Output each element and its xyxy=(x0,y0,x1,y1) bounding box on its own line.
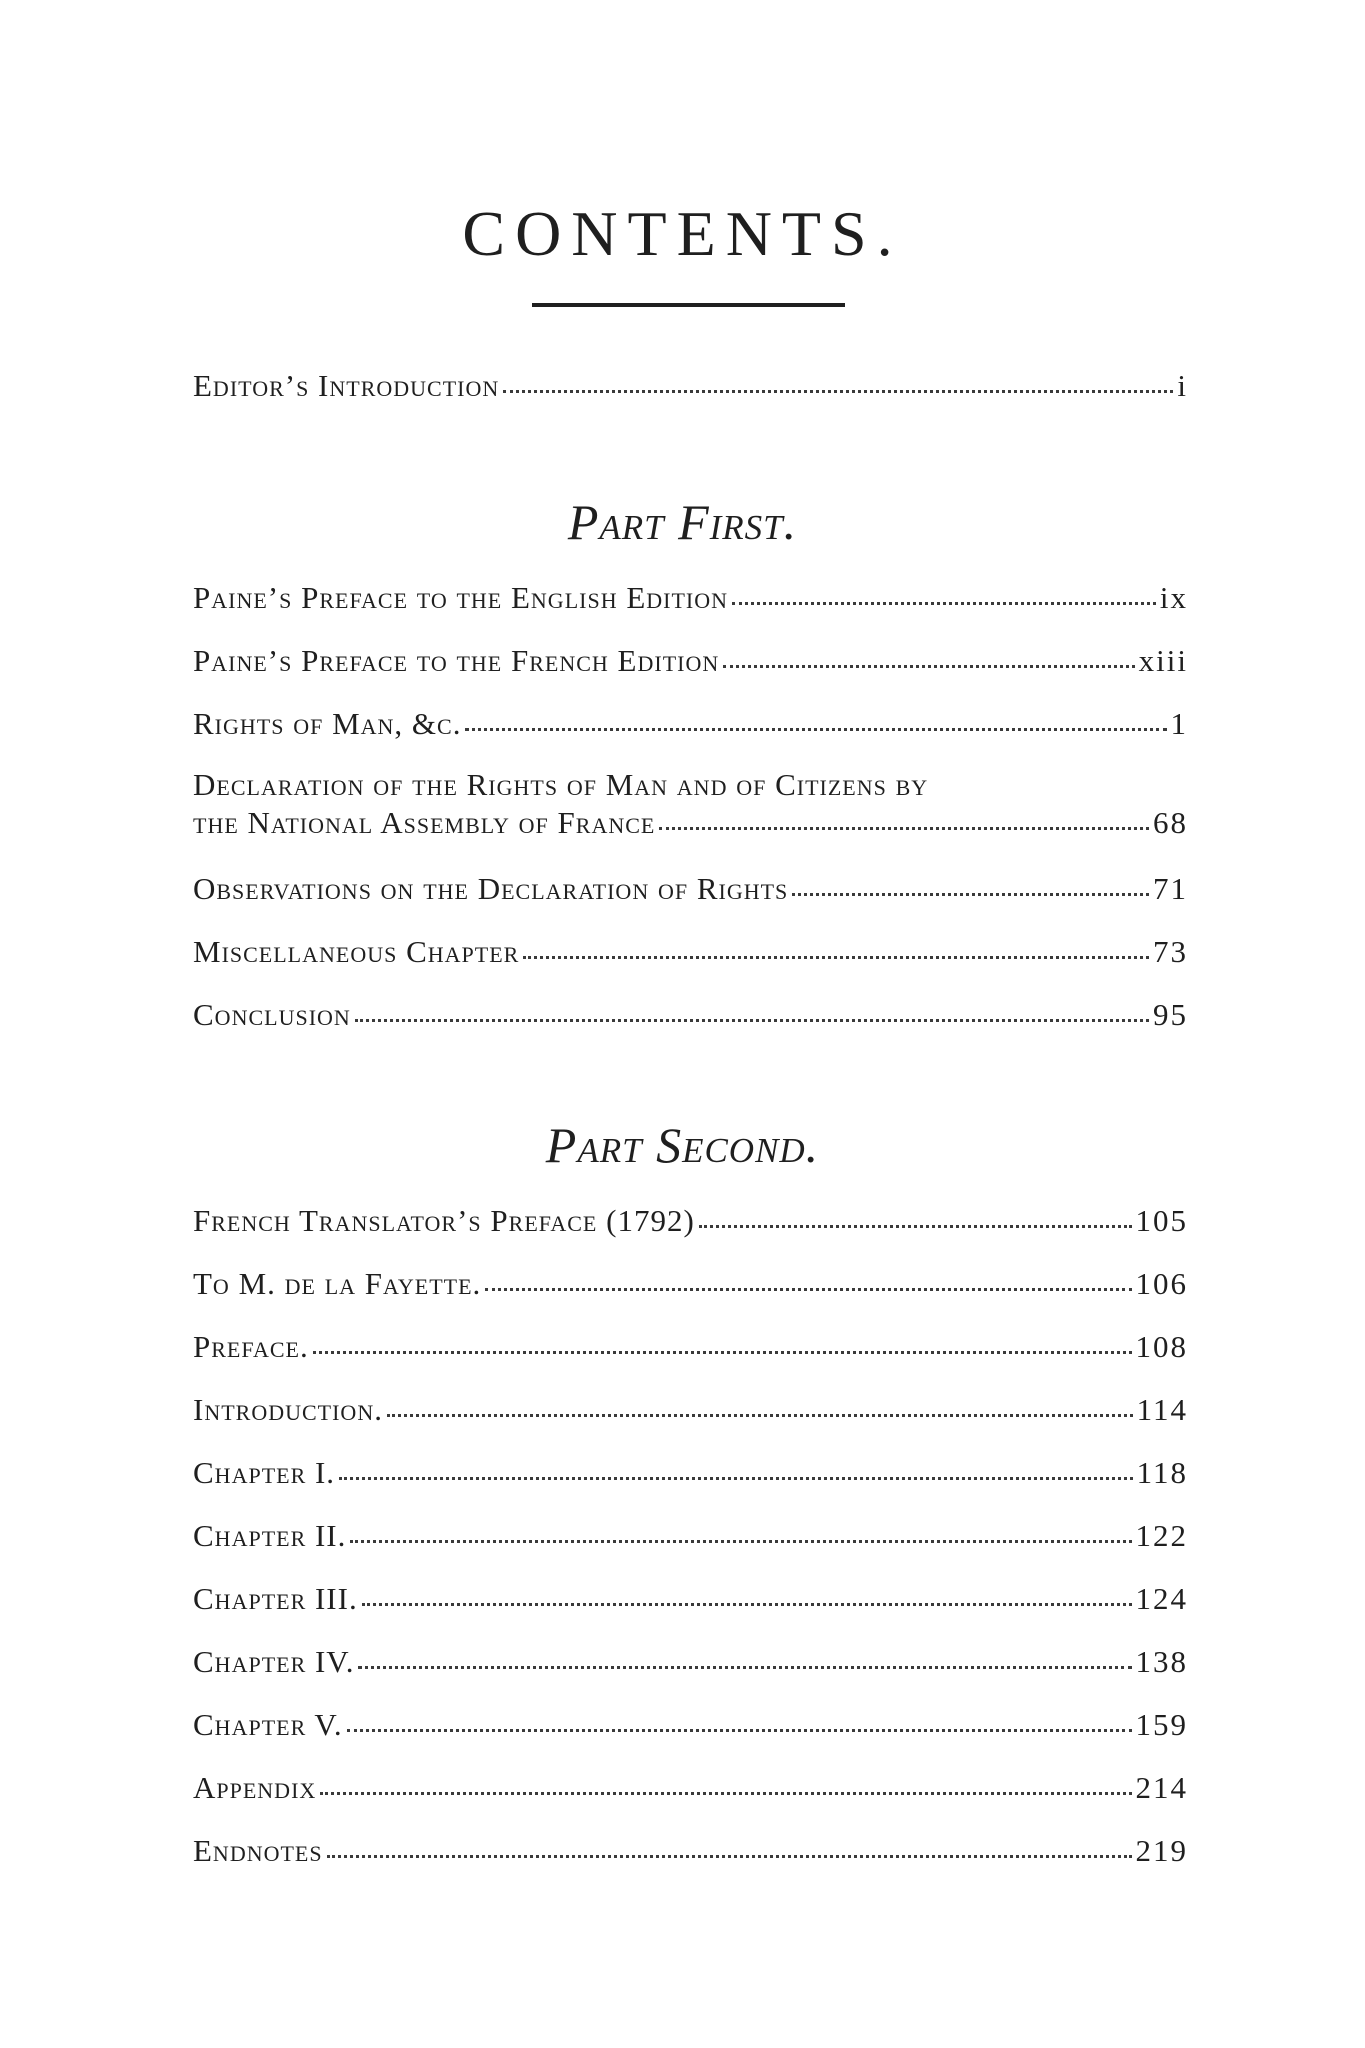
toc-entry-page: 219 xyxy=(1135,1833,1188,1868)
toc-entry-page: 1 xyxy=(1170,706,1188,741)
dot-leader xyxy=(347,1729,1132,1732)
toc-entry-page: 159 xyxy=(1135,1707,1188,1742)
dot-leader xyxy=(465,728,1166,731)
toc-entry[interactable] xyxy=(193,1772,1188,1803)
toc-entry[interactable] xyxy=(193,1331,1188,1362)
toc-entry[interactable] xyxy=(193,1205,1188,1236)
toc-entry[interactable] xyxy=(193,582,1188,613)
toc-entry-label-line2: the National Assembly of France xyxy=(193,805,656,840)
title-rule xyxy=(532,303,845,307)
toc-entry-page: 106 xyxy=(1135,1266,1188,1301)
dot-leader xyxy=(350,1540,1131,1543)
dot-leader xyxy=(485,1288,1131,1291)
dot-leader xyxy=(327,1855,1132,1858)
dot-leader xyxy=(313,1351,1132,1354)
toc-entry-label: Observations on the Declaration of Rights xyxy=(193,871,789,906)
dot-leader xyxy=(659,827,1149,830)
toc-entry-label: Rights of Man, &c. xyxy=(193,706,462,741)
part-second-heading: Part Second. xyxy=(545,1117,820,1173)
toc-entry-page: 71 xyxy=(1153,871,1188,906)
toc-entry-page: 95 xyxy=(1153,997,1188,1032)
toc-entry-line2 xyxy=(193,804,1188,842)
dot-leader xyxy=(358,1666,1131,1669)
dot-leader xyxy=(339,1477,1133,1480)
toc-entry-label: Endnotes xyxy=(193,1833,323,1868)
dot-leader xyxy=(355,1019,1149,1022)
toc-entry-page: ix xyxy=(1159,580,1188,615)
toc-entry[interactable] xyxy=(193,645,1188,676)
toc-entry-label: French Translator’s Preface (1792) xyxy=(193,1203,695,1238)
toc-entry-page: 73 xyxy=(1153,934,1188,969)
toc-entry-label: Introduction. xyxy=(193,1392,383,1427)
toc-entry-label: Appendix xyxy=(193,1770,317,1805)
toc-entry-label: Preface. xyxy=(193,1329,309,1364)
dot-leader xyxy=(503,390,1173,393)
toc-entry-label: Chapter I. xyxy=(193,1455,336,1490)
dot-leader xyxy=(699,1225,1132,1228)
dot-leader xyxy=(362,1603,1132,1606)
toc-entry-page: 114 xyxy=(1136,1392,1188,1427)
toc-entry-label: Chapter III. xyxy=(193,1581,358,1616)
toc-entry[interactable] xyxy=(193,1583,1188,1614)
toc-entry-label: Paine’s Preface to the French Edition xyxy=(193,643,720,678)
toc-entry[interactable] xyxy=(193,999,1188,1030)
toc-entry-page: 124 xyxy=(1135,1581,1188,1616)
toc-entry-label: Editor’s Introduction xyxy=(193,368,500,403)
part-first-heading: Part First. xyxy=(567,494,798,550)
toc-entry-page: 138 xyxy=(1135,1644,1188,1679)
toc-entry-label: Conclusion xyxy=(193,997,351,1032)
toc-entry[interactable] xyxy=(193,1646,1188,1677)
toc-entry[interactable] xyxy=(193,708,1188,739)
toc-entry-label: To M. de la Fayette. xyxy=(193,1266,482,1301)
page-title: CONTENTS. xyxy=(462,198,903,269)
dot-leader xyxy=(723,665,1134,668)
toc-entry-page: 105 xyxy=(1135,1203,1188,1238)
toc-entry-label: Paine’s Preface to the English Edition xyxy=(193,580,729,615)
toc-entry[interactable] xyxy=(193,873,1188,904)
toc-entry-label: Chapter V. xyxy=(193,1707,343,1742)
dot-leader xyxy=(732,602,1156,605)
toc-entry-label: Miscellaneous Chapter xyxy=(193,934,520,969)
toc-entry-page: xiii xyxy=(1138,643,1188,678)
toc-entry-label-line1: Declaration of the Rights of Man and of Citizens by xyxy=(193,767,929,802)
toc-entry-page: 118 xyxy=(1136,1455,1188,1490)
toc-entry-editors-introduction[interactable] xyxy=(193,370,1188,401)
toc-entry[interactable] xyxy=(193,936,1188,967)
toc-entry[interactable] xyxy=(193,1709,1188,1740)
toc-entry-page: i xyxy=(1177,368,1188,403)
toc-entry[interactable] xyxy=(193,766,1188,842)
toc-entry-page: 68 xyxy=(1153,805,1188,840)
toc-entry[interactable] xyxy=(193,1268,1188,1299)
toc-entry-page: 214 xyxy=(1135,1770,1188,1805)
toc-entry-label: Chapter II. xyxy=(193,1518,347,1553)
toc-entry-page: 122 xyxy=(1135,1518,1188,1553)
toc-entry-page: 108 xyxy=(1135,1329,1188,1364)
toc-entry[interactable] xyxy=(193,1835,1188,1866)
toc-entry[interactable] xyxy=(193,1457,1188,1488)
dot-leader xyxy=(320,1792,1131,1795)
dot-leader xyxy=(523,956,1149,959)
toc-entry-label: Chapter IV. xyxy=(193,1644,355,1679)
toc-entry[interactable] xyxy=(193,1520,1188,1551)
dot-leader xyxy=(792,893,1149,896)
dot-leader xyxy=(387,1414,1133,1417)
toc-entry[interactable] xyxy=(193,1394,1188,1425)
